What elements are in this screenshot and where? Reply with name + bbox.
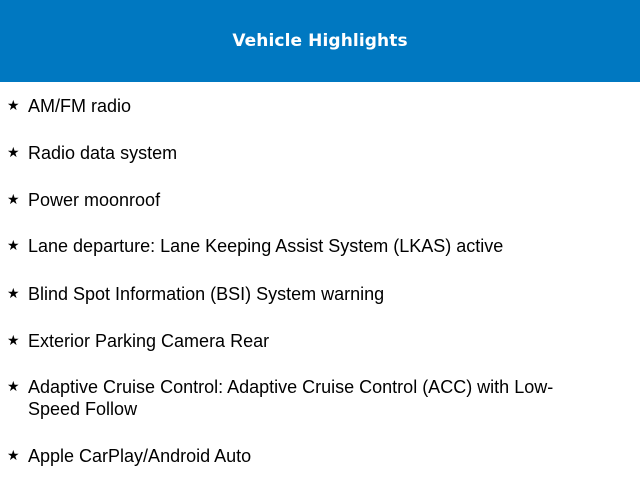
star-icon: ★: [7, 333, 20, 349]
highlight-label: Lane departure: Lane Keeping Assist System (LKAS) active: [28, 236, 504, 256]
highlight-label: Blind Spot Information (BSI) System warning: [28, 284, 385, 304]
star-icon: ★: [7, 98, 20, 114]
highlight-label: Power moonroof: [28, 190, 161, 210]
page-title: Vehicle Highlights: [232, 30, 408, 51]
highlight-label: Adaptive Cruise Control: Adaptive Cruise Control (ACC) with Low-Speed Follow: [28, 377, 554, 419]
highlight-label: AM/FM radio: [28, 96, 132, 116]
highlight-label: Radio data system: [28, 143, 178, 163]
star-icon: ★: [7, 379, 20, 395]
highlight-label: Exterior Parking Camera Rear: [28, 331, 270, 351]
star-icon: ★: [7, 145, 20, 161]
star-icon: ★: [7, 286, 20, 302]
star-icon: ★: [7, 238, 20, 254]
star-icon: ★: [7, 448, 20, 464]
highlight-label: Apple CarPlay/Android Auto: [28, 446, 252, 466]
star-icon: ★: [7, 192, 20, 208]
